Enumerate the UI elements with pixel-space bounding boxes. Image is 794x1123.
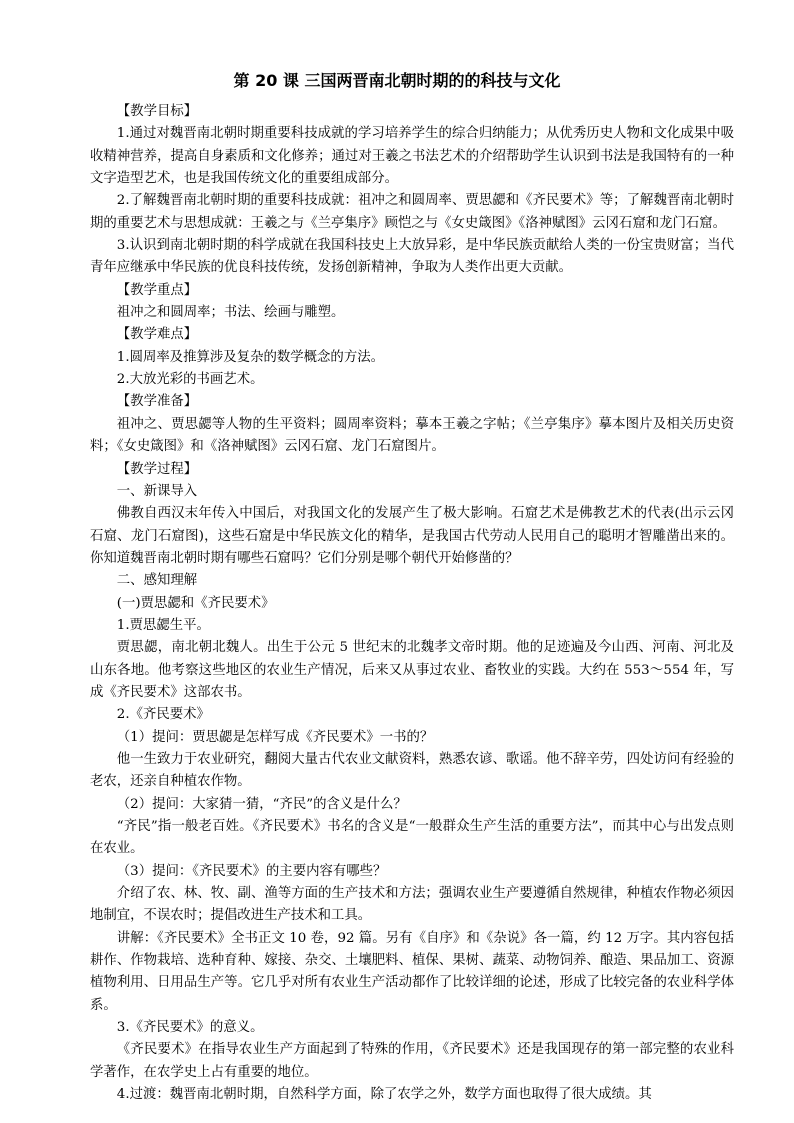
subheading: 2.《齐民要术》: [116, 707, 210, 723]
question: （3）提问：《齐民要术》的主要内容有哪些？: [116, 863, 387, 879]
section-heading-key-points: 【教学重点】: [116, 282, 198, 298]
document-body: [90, 101, 734, 1106]
section-heading-difficulties: 【教学难点】: [116, 327, 198, 343]
paragraph: 《齐民要术》在指导农业生产方面起到了特殊的作用，《齐民要术》还是我国现存的第一部完整的农业科学著作，在农学史上占有重要的地位。: [90, 1042, 734, 1080]
paragraph: 介绍了农、林、牧、副、渔等方面的生产技术和方法；强调农业生产要遵循自然规律，种植农作物必须因地制宜，不误农时；提倡改进生产技术和工具。: [90, 886, 734, 924]
section-heading-preparation: 【教学准备】: [116, 394, 198, 410]
paragraph: 2.了解魏晋南北朝时期的重要科技成就：祖冲之和圆周率、贾思勰和《齐民要术》等；了解魏晋南北朝时期的重要艺术与思想成就：王羲之与《兰亭集序》顾恺之与《女史箴图》《洛神赋图》云冈石窟和龙门石窟。: [90, 193, 734, 231]
question: （2）提问：大家猜一猜，“齐民”的含义是什么？: [116, 796, 407, 812]
section-heading-process: 【教学过程】: [116, 461, 198, 477]
subheading: 二、感知理解: [116, 573, 198, 589]
paragraph: 4.过渡：魏晋南北朝时期，自然科学方面，除了农学之外，数学方面也取得了很大成绩。其: [116, 1087, 652, 1103]
paragraph: 贾思勰，南北朝北魏人。出生于公元 5 世纪末的北魏孝文帝时期。他的足迹遍及今山西、河南、河北及山东各地。他考察这些地区的农业生产情况，后来又从事过农业、畜牧业的实践。大约在 553～554 年，写成《齐民要术》这部农书。: [90, 640, 734, 700]
subheading: (一)贾思勰和《齐民要术》: [116, 595, 275, 611]
paragraph: 佛教自西汉末年传入中国后，对我国文化的发展产生了极大影响。石窟艺术是佛教艺术的代表(出示云冈石窟、龙门石窟图)，这些石窟是中华民族文化的精华，是我国古代劳动人民用自己的聪明才智雕凿出来的。你知道魏晋南北朝时期有哪些石窟吗？它们分别是哪个朝代开始修凿的？: [90, 506, 734, 566]
document-title: 第 20 课 三国两晋南北朝时期的的科技与文化: [233, 71, 561, 90]
paragraph: 祖冲之和圆周率；书法、绘画与雕塑。: [116, 305, 345, 321]
subheading: 1.贾思勰生平。: [116, 617, 210, 633]
paragraph: 3.认识到南北朝时期的科学成就在我国科技史上大放异彩，是中华民族贡献给人类的一份宝贵财富；当代青年应继承中华民族的优良科技传统，发扬创新精神，争取为人类作出更大贡献。: [90, 238, 734, 276]
paragraph: “齐民”指一般老百姓。《齐民要术》书名的含义是“一般群众生产生活的重要方法”，而其中心与出发点则在农业。: [90, 819, 734, 857]
paragraph: 1.通过对魏晋南北朝时期重要科技成就的学习培养学生的综合归纳能力；从优秀历史人物和文化成果中吸收精神营养，提高自身素质和文化修养；通过对王羲之书法艺术的介绍帮助学生认识到书法是我国特有的一种文字造型艺术，也是我国传统文化的重要组成部分。: [90, 126, 734, 187]
paragraph: 讲解：《齐民要术》全书正文 10 卷，92 篇。另有《自序》和《杂说》各一篇，约 12 万字。其内容包括耕作、作物栽培、选种育种、嫁接、杂交、土壤肥料、植保、果树、蔬菜、动物饲养、酿造、果品加工、资源植物利用、日用品生产等。它几乎对所有农业生产活动都作了比较详细的论述，形成了比较完备的农业科学体系。: [90, 930, 734, 1013]
subheading: 3.《齐民要术》的意义。: [116, 1020, 264, 1036]
paragraph: 祖冲之、贾思勰等人物的生平资料；圆周率资料；摹本王羲之字帖；《兰亭集序》摹本图片及相关历史资料；《女史箴图》和《洛神赋图》云冈石窟、龙门石窟图片。: [90, 416, 734, 455]
paragraph: 他一生致力于农业研究，翻阅大量古代农业文献资料，熟悉农谚、歌谣。他不辞辛劳，四处访问有经验的老农，还亲自种植农作物。: [90, 751, 734, 790]
paragraph: 1.圆周率及推算涉及复杂的数学概念的方法。: [116, 349, 384, 365]
section-heading-objectives: 【教学目标】: [116, 104, 198, 119]
subheading: 一、新课导入: [116, 483, 198, 499]
paragraph: 2.大放光彩的书画艺术。: [116, 372, 264, 388]
question: （1）提问：贾思勰是怎样写成《齐民要术》一书的？: [116, 729, 434, 745]
